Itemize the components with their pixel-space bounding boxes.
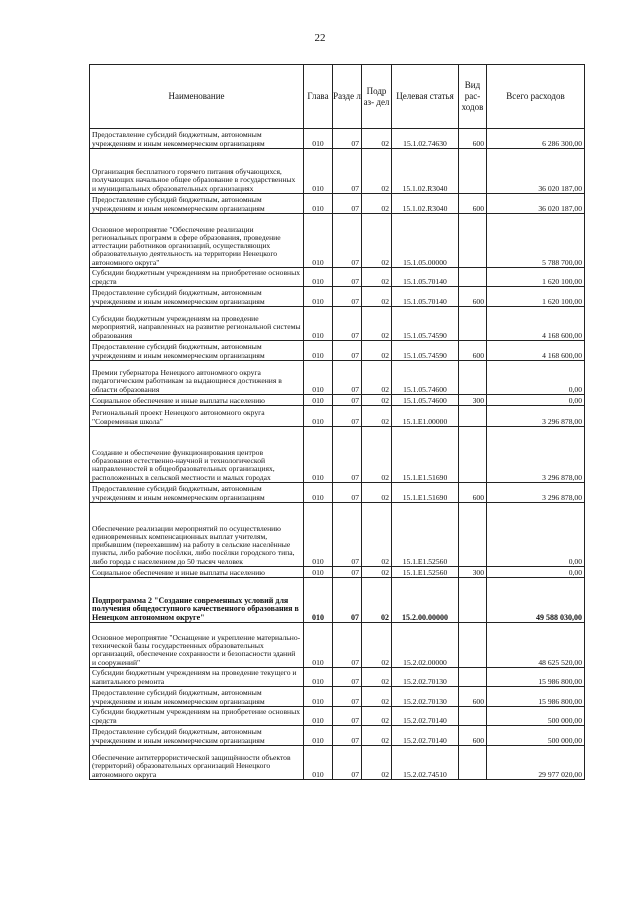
table-row [90, 129, 585, 149]
row-glava-cell: 010 [304, 268, 333, 287]
row-glava-cell: 010 [304, 578, 333, 623]
row-vid-cell [459, 361, 487, 395]
row-sum-cell: 4 168 600,00 [487, 307, 585, 341]
row-statya-cell: 15.1.E1.52560 [392, 503, 459, 567]
row-vid-cell: 600 [459, 341, 487, 361]
row-sum-cell: 4 168 600,00 [487, 341, 585, 361]
row-name-cell: Организация бесплатного горячего питания обучающихся, получающих начальное общее образование в государственных и муниципальных образовательных организациях [90, 149, 304, 194]
table-row [90, 668, 585, 687]
row-name-cell: Предоставление субсидий бюджетным, автономным учреждениям и иным некоммерческим организациям [90, 287, 304, 307]
row-glava-cell: 010 [304, 361, 333, 395]
row-statya-cell: 15.2.00.00000 [392, 578, 459, 623]
row-glava-cell: 010 [304, 149, 333, 194]
row-razdel-cell: 07 [333, 149, 362, 194]
row-statya-cell: 15.1.05.00000 [392, 214, 459, 268]
table-row [90, 194, 585, 214]
row-podrazdel-cell: 02 [362, 687, 392, 707]
row-glava-cell: 010 [304, 214, 333, 268]
row-name-cell: Субсидии бюджетным учреждениям на приобретение основных средств [90, 268, 304, 287]
row-name-cell: Социальное обеспечение и иные выплаты населению [90, 395, 304, 406]
row-name-cell: Основное мероприятие "Оснащение и укрепление материально-технической базы государственных образовательных организаций, обеспечение сохранности и безопасности зданий и сооружений" [90, 623, 304, 668]
row-podrazdel-cell: 02 [362, 406, 392, 427]
row-vid-cell: 600 [459, 129, 487, 149]
row-podrazdel-cell: 02 [362, 746, 392, 780]
row-name-cell: Предоставление субсидий бюджетным, автономным учреждениям и иным некоммерческим организациям [90, 341, 304, 361]
row-razdel-cell: 07 [333, 307, 362, 341]
row-statya-cell: 15.1.05.70140 [392, 287, 459, 307]
row-sum-cell: 0,00 [487, 395, 585, 406]
row-name-cell: Предоставление субсидий бюджетным, автономным учреждениям и иным некоммерческим организациям [90, 194, 304, 214]
row-vid-cell: 600 [459, 726, 487, 746]
row-sum-cell: 500 000,00 [487, 726, 585, 746]
row-podrazdel-cell: 02 [362, 707, 392, 726]
row-glava-cell: 010 [304, 567, 333, 578]
row-razdel-cell: 07 [333, 668, 362, 687]
row-razdel-cell: 07 [333, 726, 362, 746]
row-glava-cell: 010 [304, 503, 333, 567]
row-statya-cell: 15.1.02.R3040 [392, 149, 459, 194]
row-sum-cell: 15 986 800,00 [487, 687, 585, 707]
row-vid-cell [459, 307, 487, 341]
row-sum-cell: 0,00 [487, 503, 585, 567]
row-razdel-cell: 07 [333, 129, 362, 149]
row-vid-cell: 600 [459, 194, 487, 214]
row-glava-cell: 010 [304, 726, 333, 746]
row-glava-cell: 010 [304, 687, 333, 707]
row-razdel-cell: 07 [333, 483, 362, 503]
row-name-cell: Субсидии бюджетным учреждениям на проведение текущего и капитального ремонта [90, 668, 304, 687]
row-glava-cell: 010 [304, 395, 333, 406]
row-glava-cell: 010 [304, 623, 333, 668]
table-body [90, 129, 585, 780]
table-row [90, 395, 585, 406]
row-glava-cell: 010 [304, 427, 333, 483]
row-vid-cell [459, 406, 487, 427]
table-row [90, 746, 585, 780]
row-sum-cell: 0,00 [487, 361, 585, 395]
header-vid: Вид рас- ходов [459, 65, 487, 129]
row-vid-cell: 300 [459, 567, 487, 578]
row-podrazdel-cell: 02 [362, 287, 392, 307]
row-podrazdel-cell: 02 [362, 395, 392, 406]
row-podrazdel-cell: 02 [362, 623, 392, 668]
row-razdel-cell: 07 [333, 427, 362, 483]
row-podrazdel-cell: 02 [362, 483, 392, 503]
row-name-cell: Создание и обеспечение функционирования центров образования естественно-научной и технологической направленностей в общеобразовательных организациях, расположенных в сельской местности и малых городах [90, 427, 304, 483]
row-sum-cell: 15 986 800,00 [487, 668, 585, 687]
row-sum-cell: 3 296 878,00 [487, 483, 585, 503]
row-statya-cell: 15.1.05.70140 [392, 268, 459, 287]
row-podrazdel-cell: 02 [362, 268, 392, 287]
row-statya-cell: 15.2.02.70140 [392, 707, 459, 726]
header-podrazdel: Подр аз- дел [362, 65, 392, 129]
row-name-cell: Предоставление субсидий бюджетным, автономным учреждениям и иным некоммерческим организациям [90, 687, 304, 707]
page-number: 22 [314, 32, 326, 44]
row-statya-cell: 15.2.02.74510 [392, 746, 459, 780]
row-statya-cell: 15.2.02.70130 [392, 668, 459, 687]
row-statya-cell: 15.1.05.74600 [392, 395, 459, 406]
row-statya-cell: 15.1.05.74590 [392, 341, 459, 361]
row-podrazdel-cell: 02 [362, 668, 392, 687]
row-sum-cell: 36 020 187,00 [487, 149, 585, 194]
table-header [90, 65, 585, 129]
table-row [90, 503, 585, 567]
row-sum-cell: 3 296 878,00 [487, 427, 585, 483]
row-name-cell: Региональный проект Ненецкого автономного округа "Современная школа" [90, 406, 304, 427]
row-glava-cell: 010 [304, 668, 333, 687]
row-sum-cell: 3 296 878,00 [487, 406, 585, 427]
row-razdel-cell: 07 [333, 361, 362, 395]
header-statya: Целевая статья [392, 65, 459, 129]
row-vid-cell [459, 503, 487, 567]
table-row [90, 406, 585, 427]
header-glava: Глава [304, 65, 333, 129]
row-podrazdel-cell: 02 [362, 214, 392, 268]
row-vid-cell [459, 668, 487, 687]
row-razdel-cell: 07 [333, 567, 362, 578]
table-row [90, 341, 585, 361]
row-vid-cell [459, 149, 487, 194]
row-statya-cell: 15.2.02.70130 [392, 687, 459, 707]
row-name-cell: Предоставление субсидий бюджетным, автономным учреждениям и иным некоммерческим организациям [90, 483, 304, 503]
budget-table [89, 64, 585, 780]
row-name-cell: Обеспечение реализации мероприятий по осуществлению единовременных компенсационных выплат учителям, прибывшим (переехавшим) на работу в сельские населённые пункты, либо рабочие посёлки, либо посёлки городского типа, либо города с населением до 50 тысяч человек [90, 503, 304, 567]
row-razdel-cell: 07 [333, 746, 362, 780]
row-vid-cell [459, 623, 487, 668]
row-vid-cell: 600 [459, 483, 487, 503]
header-razdel: Разде л [333, 65, 362, 129]
table-row [90, 149, 585, 194]
table-row [90, 427, 585, 483]
row-glava-cell: 010 [304, 406, 333, 427]
row-name-cell: Субсидии бюджетным учреждениям на приобретение основных средств [90, 707, 304, 726]
row-razdel-cell: 07 [333, 623, 362, 668]
row-podrazdel-cell: 02 [362, 361, 392, 395]
row-razdel-cell: 07 [333, 395, 362, 406]
row-sum-cell: 48 625 520,00 [487, 623, 585, 668]
row-razdel-cell: 07 [333, 268, 362, 287]
row-statya-cell: 15.1.E1.00000 [392, 406, 459, 427]
table-row [90, 623, 585, 668]
row-name-cell: Предоставление субсидий бюджетным, автономным учреждениям и иным некоммерческим организациям [90, 726, 304, 746]
row-razdel-cell: 07 [333, 214, 362, 268]
table-row [90, 483, 585, 503]
row-statya-cell: 15.2.02.70140 [392, 726, 459, 746]
row-glava-cell: 010 [304, 341, 333, 361]
row-podrazdel-cell: 02 [362, 149, 392, 194]
table-row [90, 707, 585, 726]
row-vid-cell: 600 [459, 287, 487, 307]
table-row [90, 361, 585, 395]
row-razdel-cell: 07 [333, 194, 362, 214]
row-sum-cell: 5 788 700,00 [487, 214, 585, 268]
row-sum-cell: 49 588 030,00 [487, 578, 585, 623]
table-row [90, 578, 585, 623]
row-name-cell: Основное мероприятие "Обеспечение реализации региональных программ в сфере образования, проведение аттестации работников организаций, осуществляющих образовательную деятельность на территории Ненецкого автономного округа" [90, 214, 304, 268]
row-vid-cell [459, 707, 487, 726]
table-row [90, 307, 585, 341]
row-podrazdel-cell: 02 [362, 578, 392, 623]
table-row [90, 214, 585, 268]
row-sum-cell: 29 977 020,00 [487, 746, 585, 780]
row-vid-cell: 300 [459, 395, 487, 406]
row-podrazdel-cell: 02 [362, 194, 392, 214]
row-name-cell: Субсидии бюджетным учреждениям на проведение мероприятий, направленных на развитие региональной системы образования [90, 307, 304, 341]
table-row [90, 268, 585, 287]
row-vid-cell [459, 427, 487, 483]
row-statya-cell: 15.1.05.74590 [392, 307, 459, 341]
row-glava-cell: 010 [304, 483, 333, 503]
row-vid-cell [459, 268, 487, 287]
row-sum-cell: 36 020 187,00 [487, 194, 585, 214]
header-sum: Всего расходов [487, 65, 585, 129]
row-vid-cell [459, 746, 487, 780]
table-row [90, 287, 585, 307]
row-statya-cell: 15.1.05.74600 [392, 361, 459, 395]
row-podrazdel-cell: 02 [362, 726, 392, 746]
row-sum-cell: 1 620 100,00 [487, 268, 585, 287]
row-glava-cell: 010 [304, 287, 333, 307]
row-glava-cell: 010 [304, 707, 333, 726]
row-podrazdel-cell: 02 [362, 341, 392, 361]
row-podrazdel-cell: 02 [362, 129, 392, 149]
row-razdel-cell: 07 [333, 503, 362, 567]
row-sum-cell: 6 286 300,00 [487, 129, 585, 149]
row-name-cell: Социальное обеспечение и иные выплаты населению [90, 567, 304, 578]
row-glava-cell: 010 [304, 746, 333, 780]
row-vid-cell [459, 578, 487, 623]
row-podrazdel-cell: 02 [362, 427, 392, 483]
row-name-cell: Подпрограмма 2 "Создание современных условий для получения общедоступного качественного образования в Ненецком автономном округе" [90, 578, 304, 623]
row-statya-cell: 15.1.E1.51690 [392, 427, 459, 483]
row-sum-cell: 500 000,00 [487, 707, 585, 726]
row-podrazdel-cell: 02 [362, 567, 392, 578]
table-row [90, 726, 585, 746]
table-row [90, 567, 585, 578]
row-name-cell: Предоставление субсидий бюджетным, автономным учреждениям и иным некоммерческим организациям [90, 129, 304, 149]
row-statya-cell: 15.1.E1.51690 [392, 483, 459, 503]
row-statya-cell: 15.1.02.74630 [392, 129, 459, 149]
row-razdel-cell: 07 [333, 707, 362, 726]
row-glava-cell: 010 [304, 129, 333, 149]
row-razdel-cell: 07 [333, 578, 362, 623]
row-name-cell: Обеспечение антитеррористической защищённости объектов (территорий) образовательных организаций Ненецкого автономного округа [90, 746, 304, 780]
row-statya-cell: 15.2.02.00000 [392, 623, 459, 668]
table-row [90, 687, 585, 707]
row-podrazdel-cell: 02 [362, 503, 392, 567]
row-razdel-cell: 07 [333, 406, 362, 427]
row-glava-cell: 010 [304, 307, 333, 341]
row-name-cell: Премии губернатора Ненецкого автономного округа педагогическим работникам за выдающиеся достижения в области образования [90, 361, 304, 395]
row-razdel-cell: 07 [333, 287, 362, 307]
row-statya-cell: 15.1.E1.52560 [392, 567, 459, 578]
row-statya-cell: 15.1.02.R3040 [392, 194, 459, 214]
row-sum-cell: 0,00 [487, 567, 585, 578]
row-razdel-cell: 07 [333, 687, 362, 707]
row-vid-cell: 600 [459, 687, 487, 707]
row-razdel-cell: 07 [333, 341, 362, 361]
header-name: Наименование [90, 65, 304, 129]
row-sum-cell: 1 620 100,00 [487, 287, 585, 307]
row-glava-cell: 010 [304, 194, 333, 214]
row-podrazdel-cell: 02 [362, 307, 392, 341]
row-vid-cell [459, 214, 487, 268]
